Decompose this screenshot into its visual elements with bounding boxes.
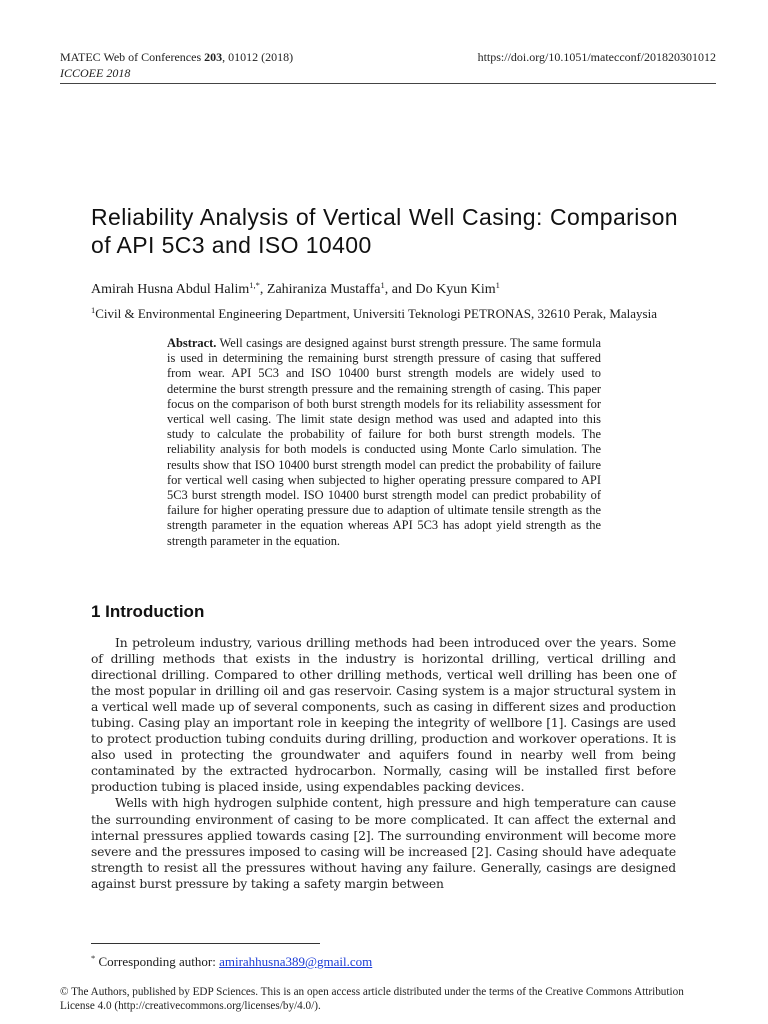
doi-link[interactable]: https://doi.org/10.1051/matecconf/201820301012 [477, 50, 716, 64]
abstract [167, 336, 601, 549]
author-name: Zahiraniza Mustaffa [266, 282, 381, 297]
abstract-text: Well casings are designed against burst strength pressure. The same formula is used in determining the remaining burst strength pressure of casing that suffered from wear. API 5C3 and ISO 10400 burst strength models are widely used to determine the burst strength pressure and the remaining strength of casing. This paper focus on the comparison of both burst strength models for its reliability assessment for vertical well casing. The limit state design method was used and adapted into this study to calculate the probability of failure for both burst strength models. The reliability analysis for both models is conducted using Monte Carlo simulation. The results show that ISO 10400 burst strength model can predict the probability of failure for vertical well casing when subjected to higher operating pressure compared to API 5C3 burst strength model. ISO 10400 burst strength model can predict probability of failure for higher operating pressure due to adaption of ultimate tensile strength as the strength parameter in the equation whereas API 5C3 has adopt yield strength as the strength parameter in the equation. [167, 336, 602, 548]
author-name: Do Kyun Kim [415, 282, 496, 297]
footnote-marker: * [91, 953, 96, 963]
section-body [91, 635, 676, 892]
body-paragraph: Wells with high hydrogen sulphide content, high pressure and high temperature can cause the surrounding environment of casing to be more complicated. It can affect the external and internal pressures applied towards casing [2]. The surrounding environment will become more severe and the pressures imposed to casing will be increased [2]. Casing should have adequate strength to resist all the pressures without having any failure. Generally, casings are designed against burst pressure by taking a safety margin between [91, 796, 676, 891]
affiliation-text: Civil & Environmental Engineering Department, Universiti Teknologi PETRONAS, 32610 Perak, Malaysia [95, 306, 657, 321]
article-number-year: , 01012 (2018) [222, 50, 294, 64]
paper-title: Reliability Analysis of Vertical Well Casing: Comparison of API 5C3 and ISO 10400 [91, 204, 678, 258]
footnote-divider [91, 943, 320, 944]
author-separator: , [259, 282, 267, 297]
footnote-label: Corresponding author: [98, 954, 220, 969]
author-name: Amirah Husna Abdul Halim [91, 282, 250, 297]
affiliation-mark: 1 [91, 305, 96, 315]
corresponding-email-link[interactable]: amirahhusna389@gmail.com [219, 954, 373, 969]
footnote [91, 954, 372, 970]
author-affiliation-mark: 1,* [249, 280, 260, 290]
header-divider [60, 83, 716, 84]
conference-name: ICCOEE 2018 [60, 66, 131, 80]
section-heading: 1 Introduction [91, 602, 205, 621]
journal-name: MATEC Web of Conferences [60, 50, 202, 64]
author-affiliation-mark: 1 [495, 280, 500, 290]
abstract-label: Abstract. [167, 336, 217, 350]
journal-volume: 203 [204, 50, 223, 64]
author-list [91, 281, 500, 299]
affiliation [91, 306, 666, 321]
journal-citation [60, 50, 293, 65]
license-notice: © The Authors, published by EDP Sciences. This is an open access article distributed under the terms of the Creative Commons Attribution License 4.0 (http://creativecommons.org/licenses/by/4.0/). [60, 986, 684, 1012]
author-affiliation-mark: 1 [380, 280, 385, 290]
author-separator: , and [384, 282, 416, 297]
body-paragraph: In petroleum industry, various drilling methods had been introduced over the years. Some of drilling methods that exists in the industry is horizontal drilling, vertical drilling and directional drilling. Compared to other drilling methods, vertical well drilling has been one of the most popular in drilling oil and gas reservoir. Casing system is a major structural system in a vertical well made up of several components, such as casing in different sizes and production tubing. Casing play an important role in keeping the integrity of wellbore [1]. Casings are used to protect production tubing conduits during drilling, production and workover operations. It is also used in protecting the groundwater and aquifers found in nearby well from being contaminated by the extracted hydrocarbon. Normally, casing will be installed first before production tubing is placed inside, using expendables packing devices. [91, 636, 676, 795]
